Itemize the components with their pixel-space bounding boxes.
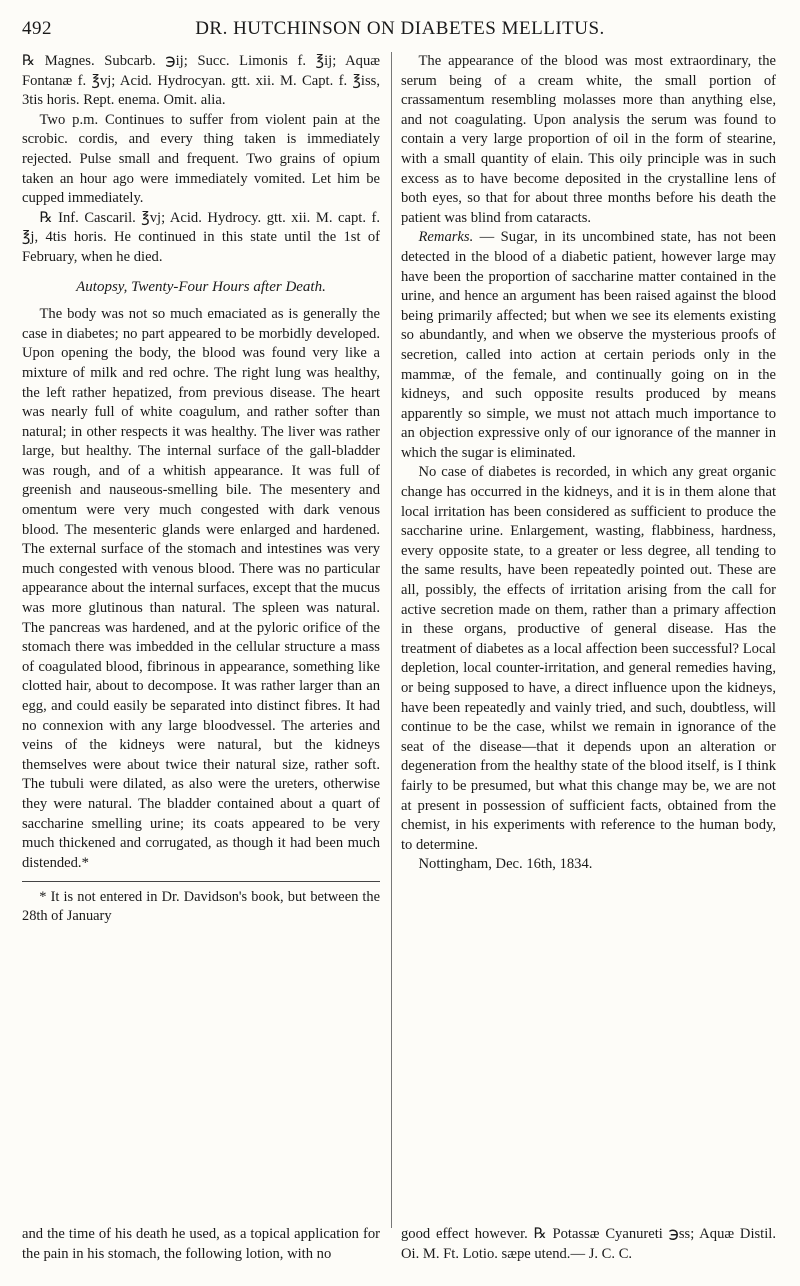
- prescription-1: ℞ Magnes. Subcarb. ℈ij; Succ. Limonis f. ℥ij; Aquæ Fontanæ f. ℥vj; Acid. Hydrocyan. gtt. xii. M. Capt. f. ℥iss, 3tis horis. Rept. enema. Omit. alia.: [22, 53, 380, 109]
- left-column: [22, 52, 380, 926]
- paragraph-no-case: No case of diabetes is recorded, in which any great organic change has occurred in the kidneys, and it is in them alone that local irritation has been considered as sufficient to produce the saccharine urine. Enlargement, wasting, flabbiness, hardness, every opposite state, to a greater or less degree, all tending to the same results, have been repeatedly pointed out. These are all, possibly, the effects of irritation arising from the call for active secretion made on them, rather than a primary affection in these organs, productive of general disease. Has the treatment of diabetes as a local affection been successful? Local depletion, local counter-irritation, and general remedies having, or being supposed to have, a direct influence upon the kidneys, have been repeatedly and vainly tried, and such, doubtless, will continue to be the case, whilst we remain in ignorance of the seat of the disease—that it depends upon an alteration or degeneration from the healthy state of the blood itself, is I think fairly to be presumed, but what this change may be, we are not at present in possession of sufficient facts, obtained from the chemist, in his experiments with reference to the human body, to determine.: [401, 464, 776, 853]
- bottom-left-text: [22, 1225, 380, 1264]
- remarks-label: Remarks.: [418, 229, 474, 246]
- signature: Nottingham, Dec. 16th, 1834.: [418, 856, 593, 873]
- footnote-rule: [22, 881, 380, 882]
- bottom-left-paragraph: and the time of his death he used, as a topical application for the pain in his stomach, the following lotion, with no: [22, 1226, 380, 1262]
- paragraph-autopsy: The body was not so much emaciated as is generally the case in diabetes; no part appeared to be morbidly developed. Upon opening the body, the blood was found very like a mixture of milk and red ochre. The right lung was healthy, the left rather hepatized, from previous disease. The heart was nearly full of white coagulum, and rather softer than natural; in other respects it was healthy. The liver was rather large, but healthy. The internal surface of the gall-bladder was rough, and of a whitish appearance. It was full of greenish and nauseous-smelling bile. The mesentery and omentum were very much congested with dark venous blood. The mesenteric glands were enlarged and hardened. The external surface of the stomach and intestines was very much congested with venous blood. There was no particular appearance about the internal surfaces, except that the mucus was more glutinous than natural. The spleen was natural. The pancreas was hardened, and at the pyloric orifice of the stomach there was imbedded in the cellular structure a mass of coagulated blood, fibrinous in appearance, something like clotted hair, about to decompose. It was rather larger than an egg, and could easily be separated into distinct fibres. It had no connexion with any large bloodvessel. The arteries and veins of the kidneys were natural, but the kidneys themselves were about twice their natural size, rather soft. The tubuli were dilated, as also were the ureters, otherwise they were natural. The bladder contained about a quart of saccharine smelling urine; its coats appeared to be very much thickened and corrugated, as though it had been much distended.*: [22, 306, 380, 871]
- paragraph-blood: The appearance of the blood was most extraordinary, the serum being of a cream white, the small portion of crassamentum resembling molasses more than anything else, and not coagulating. Upon analysis the serum was found to contain a very large proportion of oil in the form of stearine, with a small quantity of elain. This oily principle was in such excess as to have become deposited in the crystalline lens of both eyes, so that for about three months before his death the patient was blind from cataracts.: [401, 53, 776, 226]
- footnote: * It is not entered in Dr. Davidson's book, but between the 28th of January: [22, 889, 380, 925]
- right-column: [401, 52, 776, 875]
- paragraph-two-pm: Two p.m. Continues to suffer from violent pain at the scrobic. cordis, and every thing taken is immediately rejected. Pulse small and frequent. Two grains of opium taken an hour ago were immediately vomited. Let him be cupped immediately.: [22, 111, 380, 207]
- bottom-right-text: [401, 1225, 776, 1264]
- bottom-right-paragraph: good effect however. ℞ Potassæ Cyanureti ℈ss; Aquæ Distil. Oi. M. Ft. Lotio. sæpe utend.— J. C. C.: [401, 1226, 776, 1262]
- page-header: [22, 18, 778, 48]
- autopsy-heading: Autopsy, Twenty-Four Hours after Death.: [76, 278, 326, 295]
- column-divider: [391, 52, 392, 1228]
- paragraph-remarks: [401, 228, 776, 463]
- prescription-2: ℞ Inf. Cascaril. ℥vj; Acid. Hydrocy. gtt. xii. M. capt. f. ℥j, 4tis horis. He continued in this state until the 1st of February, when he died.: [22, 209, 380, 265]
- remarks-text: — Sugar, in its uncombined state, has not been detected in the blood of a diabetic patient, however large may have been the proportion of saccharine matter contained in the urine, and hence an argument has been raised against the blood being primarily affected; but when we see its elements existing so abundantly, and when we observe the mysterious proofs of secretion, called into action at certain periods only in the mammæ, of the female, and continually going on in the kidneys, and such opposite results produced by means apparently so simple, we must not attach much importance to an objection expressive only of our ignorance of the manner in which the sugar is eliminated.: [401, 229, 776, 461]
- running-title: DR. HUTCHINSON ON DIABETES MELLITUS.: [195, 18, 605, 39]
- page-number: 492: [22, 18, 52, 39]
